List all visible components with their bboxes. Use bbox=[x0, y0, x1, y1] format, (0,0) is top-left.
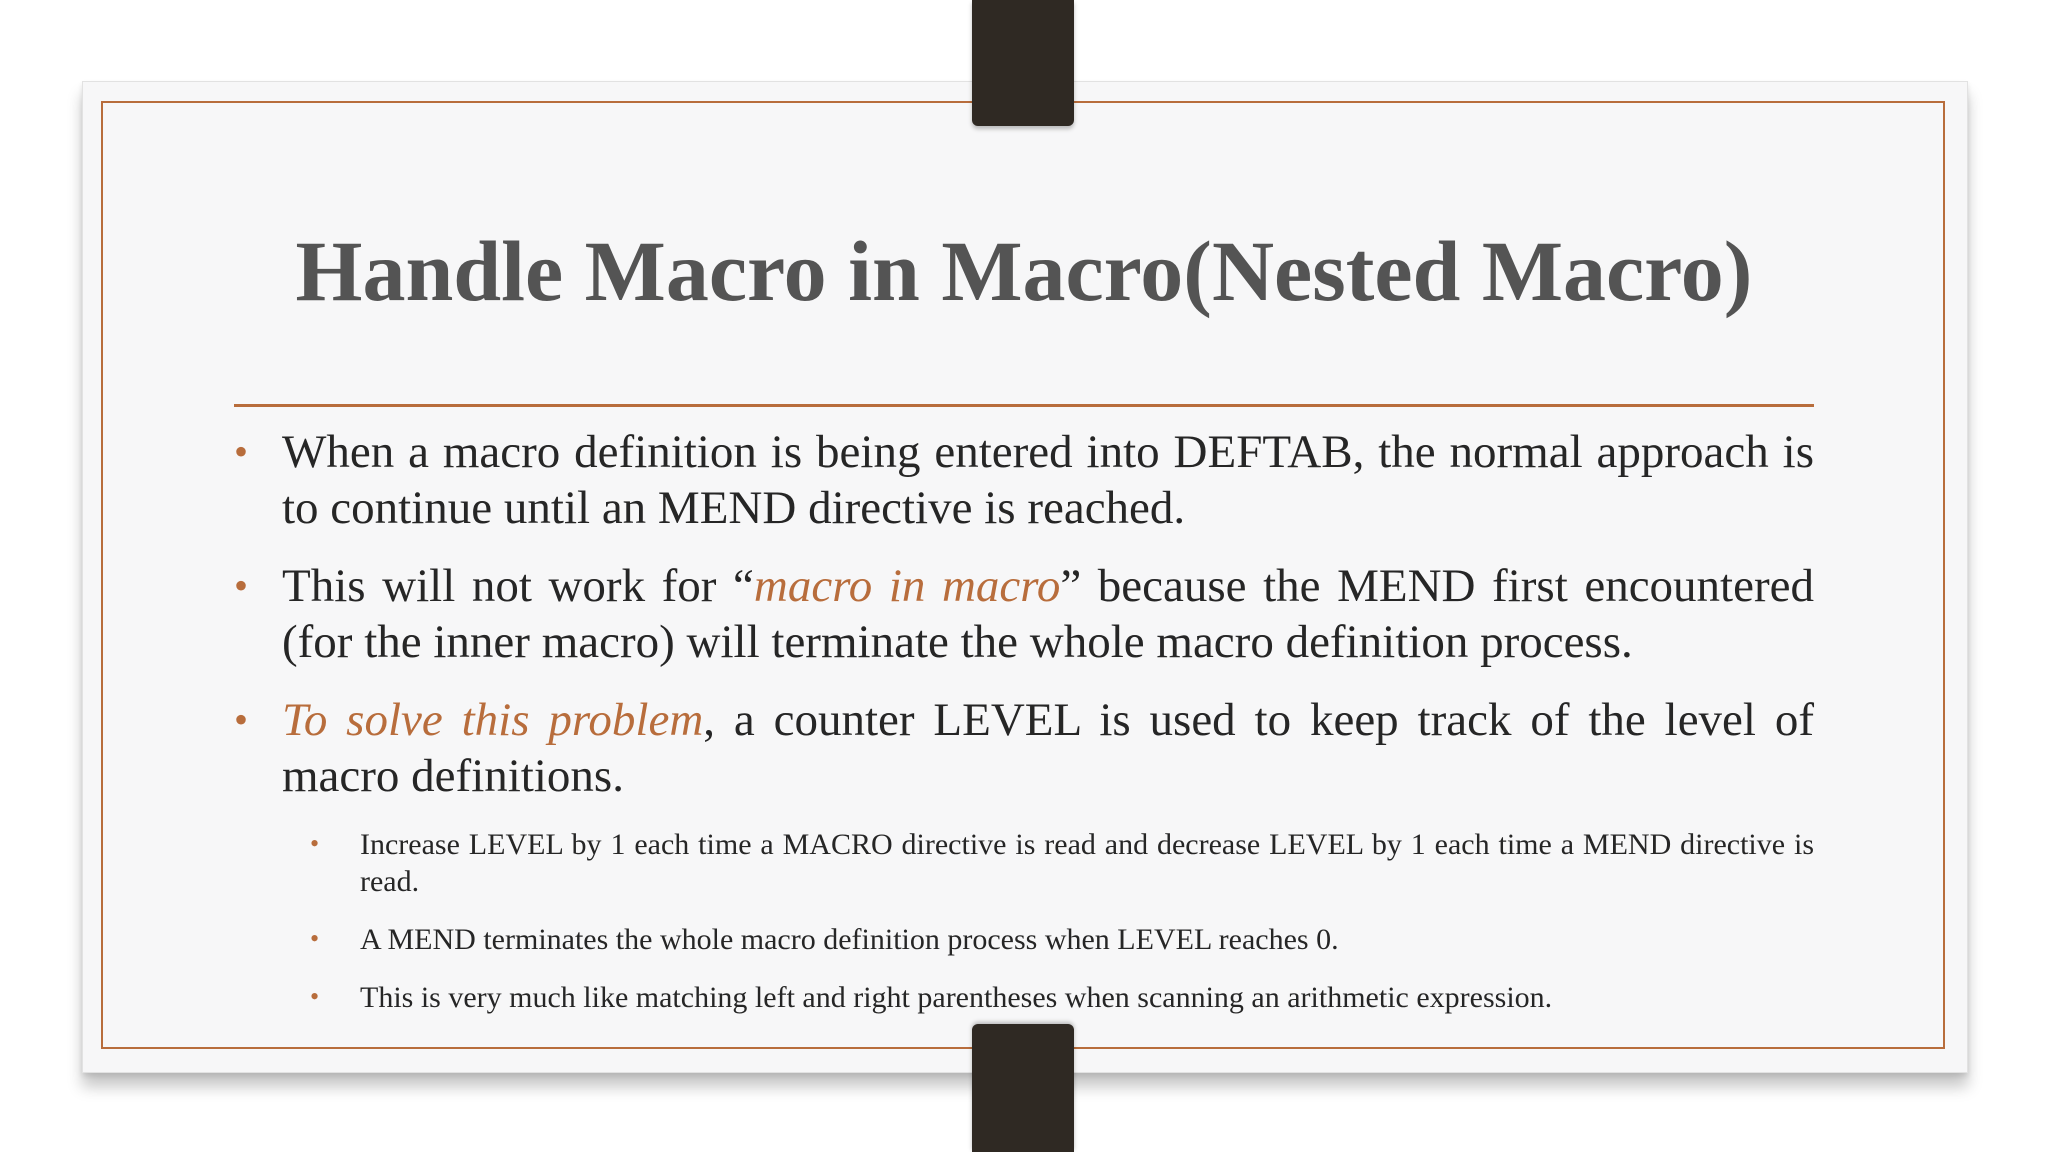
sub-bullet-item bbox=[310, 826, 1814, 900]
sub-bullet-icon: • bbox=[310, 829, 320, 858]
sub-bullet-item bbox=[310, 979, 1814, 1016]
bullet-emphasis: To solve this problem bbox=[282, 694, 704, 746]
top-strap bbox=[972, 0, 1074, 126]
bullet-icon: • bbox=[234, 429, 249, 474]
sub-bullet-icon: • bbox=[310, 924, 320, 953]
bullet-item bbox=[234, 692, 1814, 804]
slide-body bbox=[234, 424, 1814, 1037]
bullet-text-post: ” because the MEND first encountered (for the inner macro) will terminate the whole macro definition process. bbox=[282, 560, 1814, 668]
sub-bullet-list bbox=[234, 826, 1814, 1016]
bottom-strap bbox=[972, 1024, 1074, 1152]
sub-bullet-item bbox=[310, 921, 1814, 958]
bullet-item bbox=[234, 558, 1814, 670]
sub-bullet-icon: • bbox=[310, 982, 320, 1011]
sub-bullet-text: This is very much like matching left and right parentheses when scanning an arithmetic expression. bbox=[360, 981, 1553, 1014]
title-divider bbox=[234, 404, 1814, 407]
bullet-text: When a macro definition is being entered into DEFTAB, the normal approach is to continue until an MEND directive is reached. bbox=[282, 426, 1814, 534]
slide-title: Handle Macro in Macro(Nested Macro) bbox=[295, 223, 1753, 319]
sub-bullet-text: A MEND terminates the whole macro definition process when LEVEL reaches 0. bbox=[360, 923, 1339, 956]
bullet-item bbox=[234, 424, 1814, 536]
sub-bullet-text: Increase LEVEL by 1 each time a MACRO directive is read and decrease LEVEL by 1 each time a MEND directive is read. bbox=[360, 828, 1814, 898]
bullet-text-post: , a counter LEVEL is used to keep track of the level of macro definitions. bbox=[282, 694, 1814, 802]
bullet-icon: • bbox=[234, 563, 249, 608]
bullet-emphasis: macro in macro bbox=[753, 560, 1061, 612]
bullet-text-pre: This will not work for “ bbox=[282, 560, 754, 612]
bullet-icon: • bbox=[234, 697, 249, 742]
